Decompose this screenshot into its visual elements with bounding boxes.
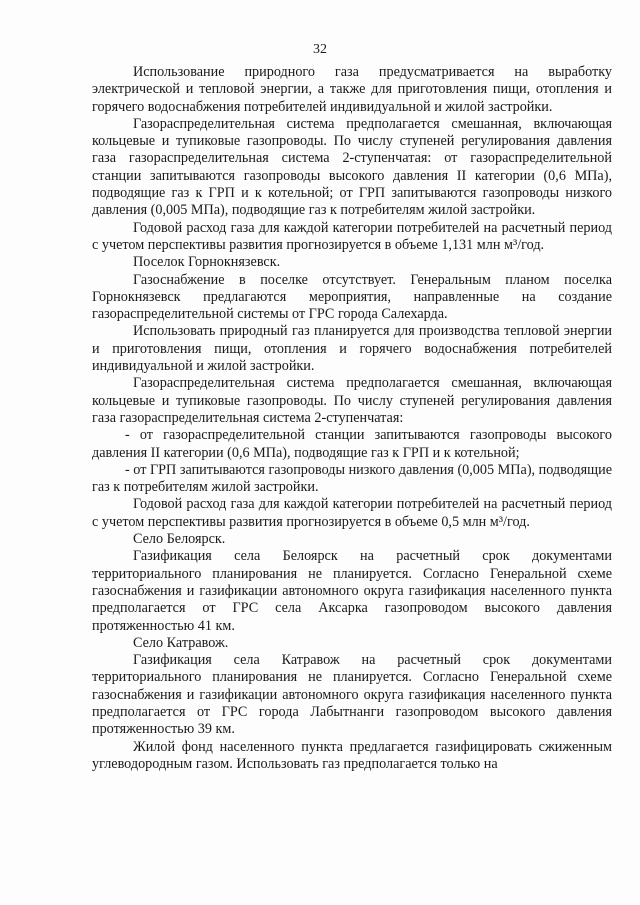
paragraph-katravozh-gasification: Газификация села Катравож на расчетный срок документами территориального планирования не планируется. Согласно Генеральной схеме газоснабжения и газификации автономного округа газификация населенного пункта предполагается от ГРС города Лабытнанги газопроводом высокого давления протяженностью 39 км. [92,652,612,738]
paragraph-katravozh-housing: Жилой фонд населенного пункта предлагается газифицировать сжиженным углеводородным газом. Использовать газ предполагается только на [92,738,612,772]
heading-gornoknyazevsk: Поселок Горнокнязевск. [133,254,281,271]
paragraph-gornoknyazevsk-system: Газораспределительная система предполагается смешанная, включающая кольцевые и тупиковые газопроводы. По числу ступеней регулирования давления газа газораспределительная система 2-ступенчатая: [92,375,612,426]
page-number: 32 [313,42,327,57]
paragraph-gornoknyazevsk-supply: Газоснабжение в поселке отсутствует. Генеральным планом поселка Горнокнязевск предлагаются мероприятия, направленные на создание газораспределительной системы от ГРС города Салехарда. [92,271,612,323]
list-item-high-pressure: - от газораспределительной станции запитываются газопроводы высокого давления II категории (0,6 МПа), подводящие газ к ГРП и к котельной; [92,427,612,461]
paragraph-gornoknyazevsk-consumption: Годовой расход газа для каждой категории потребителей на расчетный период с учетом перспективы развития прогнозируется в объеме 0,5 млн м³/год. [92,496,612,530]
paragraph-beloyarsk-gasification: Газификация села Белоярск на расчетный срок документами территориального планирования не планируется. Согласно Генеральной схеме газоснабжения и газификации автономного округа газификация населенного пункта предполагается от ГРС села Аксарка газопроводом высокого давления протяженностью 41 км. [92,548,612,634]
paragraph-annual-consumption: Годовой расход газа для каждой категории потребителей на расчетный период с учетом перспективы развития прогнозируется в объеме 1,131 млн м³/год. [92,219,612,253]
document-body [92,64,612,773]
paragraph-gornoknyazevsk-usage: Использовать природный газ планируется для производства тепловой энергии и приготовления пищи, отопления и горячего водоснабжения потребителей индивидуальной и жилой застройки. [92,323,612,375]
list-item-low-pressure: - от ГРП запитываются газопроводы низкого давления (0,005 МПа), подводящие газ к потребителям жилой застройки. [92,461,612,496]
paragraph-gas-usage: Использование природного газа предусматривается на выработку электрической и тепловой энергии, а также для приготовления пищи, отопления и горячего водоснабжения потребителей индивидуальной и жилой застройки. [92,64,612,115]
heading-katravozh: Село Катравож. [133,634,229,651]
heading-beloyarsk: Село Белоярск. [133,531,226,548]
paragraph-distribution-system: Газораспределительная система предполагается смешанная, включающая кольцевые и тупиковые газопроводы. По числу ступеней регулирования давления газа газораспределительная система 2-ступенчатая: от газораспределительной станции запитываются газопроводы высокого давления II категории (0,6 МПа), подводящие газ к ГРП и к котельной; от ГРП запитываются газопроводы низкого давления (0,005 МПа), подводящие газ к потребителям жилой застройки. [92,115,612,219]
